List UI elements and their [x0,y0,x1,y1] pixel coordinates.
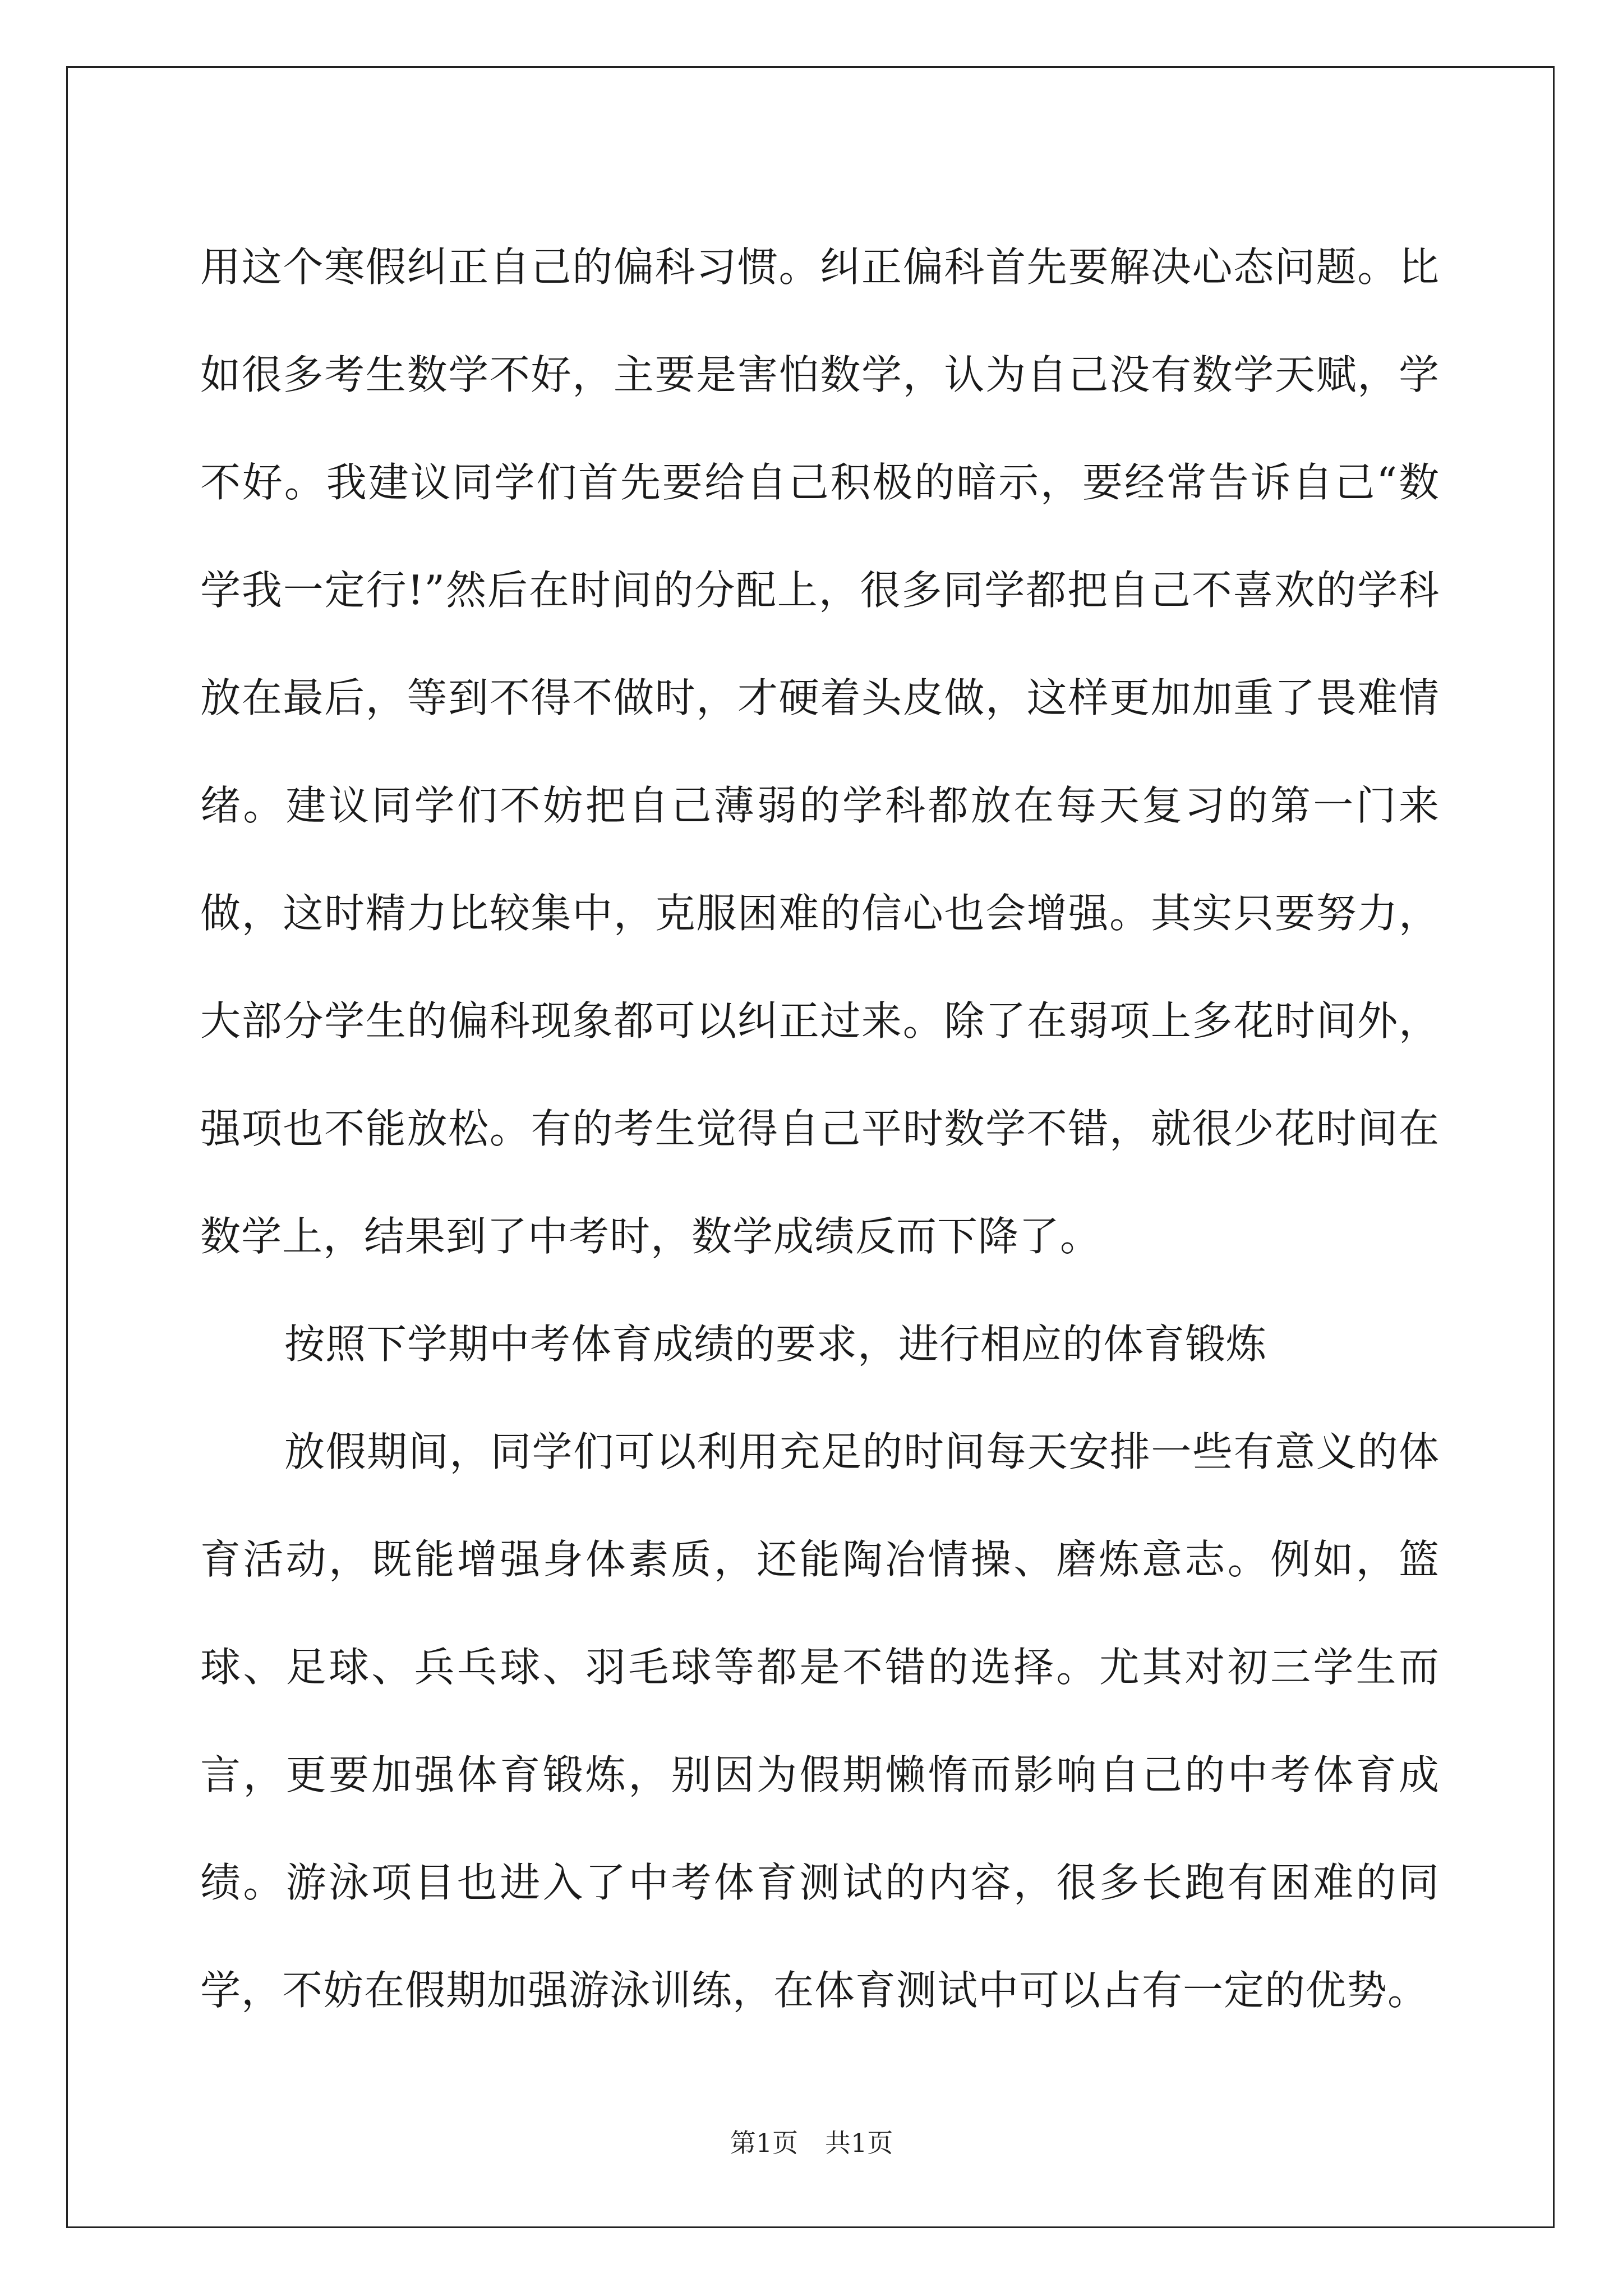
paragraph-2-heading: 按照下学期中考体育成绩的要求，进行相应的体育锻炼 [284,1320,1267,1368]
page-footer [0,2126,1623,2160]
page-number: 第1页 [730,2128,798,2158]
paragraph-1: 用这个寒假纠正自己的偏科习惯。纠正偏科首先要解决心态问题。比如很多考生数学不好，主要是害怕数学，认为自己没有数学天赋，学不好。我建议同学们首先要给自己积极的暗示，要经常告诉自己“数学我一定行!”然后在时间的分配上，很多同学都把自己不喜欢的学科放在最后，等到不得不做时，才硬着头皮做，这样更加加重了畏难情绪。建议同学们不妨把自己薄弱的学科都放在每天复习的第一门来做，这时精力比较集中，克服困难的信心也会增强。其实只要努力，大部分学生的偏科现象都可以纠正过来。除了在弱项上多花时间外，强项也不能放松。有的考生觉得自己平时数学不错，就很少花时间在数学上，结果到了中考时，数学成绩反而下降了。 [200,243,1440,1260]
paragraph-3: 放假期间，同学们可以利用充足的时间每天安排一些有意义的体育活动，既能增强身体素质，还能陶冶情操、磨炼意志。例如，篮球、足球、兵乓球、羽毛球等都是不错的选择。尤其对初三学生而言，更要加强体育锻炼，别因为假期懒惰而影响自己的中考体育成绩。游泳项目也进入了中考体育测试的内容，很多长跑有困难的同学，不妨在假期加强游泳训练，在体育测试中可以占有一定的优势。 [200,1428,1440,2014]
document-body [200,213,1440,2044]
page-total: 共1页 [825,2128,893,2158]
